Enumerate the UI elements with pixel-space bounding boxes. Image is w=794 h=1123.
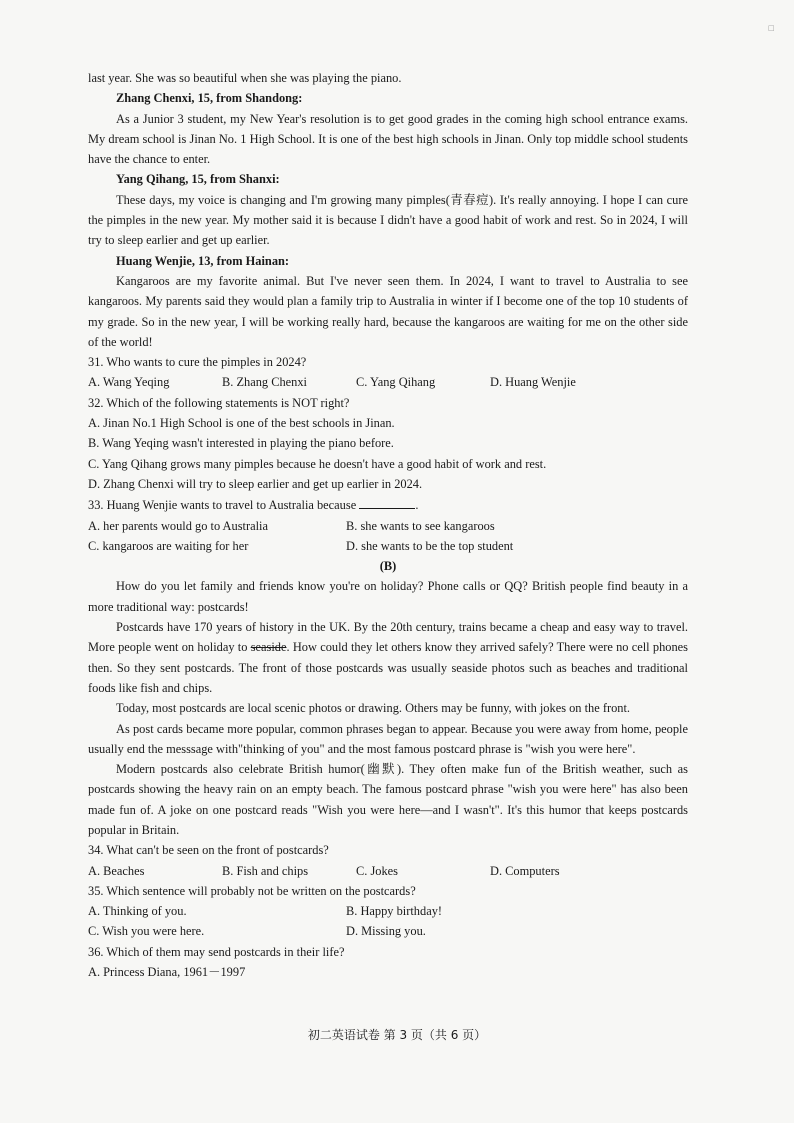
q33-option-a: A. her parents would go to Australia [88, 518, 268, 533]
question-34: 34. What can't be seen on the front of postcards? [88, 843, 329, 858]
passage-b-paragraph-5: Modern postcards also celebrate British humor(幽默). They often make fun of the British weather, such as postcards showing the heavy rain on an empty beach. The famous postcard phrase "wish you were here" has also been made fun of. A joke on one postcard reads "Wish you were here—and I wasn't". It's this humor that keeps postcards popular in Britain. [88, 762, 688, 837]
q33-end: . [415, 498, 419, 513]
q35-options-row-1 [88, 901, 688, 921]
paragraph-huang: Kangaroos are my favorite animal. But I've never seen them. In 2024, I want to travel to Australia to see kangaroos. My parents said they would plan a family trip to Australia in winter if I become one of the top 10 students of my grade. So in the new year, I will be working really hard, because the kangaroos are waiting for me on the other side of the world! [88, 273, 688, 349]
speaker-heading-yang: Yang Qihang, 15, from Shanxi: [116, 172, 280, 187]
q33-option-d: D. she wants to be the top student [346, 538, 514, 553]
q34-option-c: C. Jokes [356, 863, 398, 878]
speaker-heading-huang: Huang Wenjie, 13, from Hainan: [116, 253, 290, 268]
q32-option-d: D. Zhang Chenxi will try to sleep earlier and get up earlier in 2024. [88, 476, 423, 491]
q32-option-b: B. Wang Yeqing wasn't interested in playing the piano before. [88, 436, 394, 451]
question-35: 35. Which sentence will probably not be written on the postcards? [88, 883, 416, 898]
q34-option-b: B. Fish and chips [222, 863, 309, 878]
q31-option-b: B. Zhang Chenxi [222, 375, 308, 390]
q34-options [88, 861, 688, 881]
question-33 [88, 494, 688, 515]
passage-b-paragraph-4: As post cards became more popular, common phrases began to appear. Because you were away from home, people usually end the messsage with"thinking of you" and the most famous postcard phrase is "wish you were here". [88, 721, 688, 756]
q36-option-a: A. Princess Diana, 1961－1997 [88, 965, 246, 980]
q31-option-c: C. Yang Qihang [356, 375, 436, 390]
paragraph-zhang: As a Junior 3 student, my New Year's resolution is to get good grades in the coming high school entrance exams. My dream school is Jinan No. 1 High School. It is one of the best high schools in Jinan. Only top middle school students have the chance to enter. [88, 111, 688, 167]
passage-b-paragraph-1: How do you let family and friends know you're on holiday? Phone calls or QQ? British people find beauty in a more traditional way: postcards! [88, 579, 688, 614]
exam-page [88, 68, 688, 982]
answer-blank [359, 494, 415, 509]
q35-option-d: D. Missing you. [346, 924, 426, 939]
question-36: 36. Which of them may send postcards in their life? [88, 944, 345, 959]
q35-option-c: C. Wish you were here. [88, 924, 205, 939]
passage-a-tail: last year. She was so beautiful when she was playing the piano. [88, 71, 402, 85]
speaker-heading-zhang: Zhang Chenxi, 15, from Shandong: [116, 91, 303, 106]
q33-options-row-2 [88, 536, 688, 556]
p2-part-a: Postcards have 170 years of history in the UK. By the 20th century, trains became a cheap and easy way to travel. More people went on holiday to [88, 620, 688, 655]
q33-option-c: C. kangaroos are waiting for her [88, 538, 249, 553]
q32-option-a: A. Jinan No.1 High School is one of the best schools in Jinan. [88, 416, 395, 431]
q33-option-b: B. she wants to see kangaroos [346, 518, 495, 533]
question-32: 32. Which of the following statements is NOT right? [88, 395, 350, 410]
q33-stem: 33. Huang Wenjie wants to travel to Australia because [88, 498, 357, 513]
passage-b-paragraph-2 [88, 617, 688, 698]
q35-option-a: A. Thinking of you. [88, 904, 187, 919]
q35-option-b: B. Happy birthday! [346, 904, 443, 919]
passage-b-paragraph-3: Today, most postcards are local scenic photos or drawing. Others may be funny, with jokes on the front. [116, 701, 631, 716]
q32-option-c: C. Yang Qihang grows many pimples because he doesn't have a good habit of work and rest. [88, 456, 547, 471]
corner-mark: □ [768, 24, 775, 32]
page-footer: 初二英语试卷 第 3 页（共 6 页） [307, 1028, 487, 1042]
q33-options-row-1 [88, 516, 688, 536]
question-31: 31. Who wants to cure the pimples in 2024? [88, 355, 307, 370]
q31-options [88, 372, 688, 392]
p2-part-b: . How could they let others know they arrived safely? There were no cell phones then. So they sent postcards. The front of those postcards was usually seaside photos such as beaches and traditional foods like fish and chips. [88, 640, 688, 695]
q35-options-row-2 [88, 921, 688, 941]
struck-word: seaside [250, 640, 287, 655]
q31-option-a: A. Wang Yeqing [88, 375, 170, 390]
q34-option-a: A. Beaches [88, 863, 145, 878]
paragraph-yang: These days, my voice is changing and I'm growing many pimples(青春痘). It's really annoying. I hope I can cure the pimples in the new year. My mother said it is because I didn't have a good habit of work and rest. So in 2024, I will try to sleep earlier and get up earlier. [88, 192, 688, 248]
q34-option-d: D. Computers [490, 863, 560, 878]
q31-option-d: D. Huang Wenjie [490, 375, 576, 390]
section-b-heading: (B) [379, 559, 397, 574]
